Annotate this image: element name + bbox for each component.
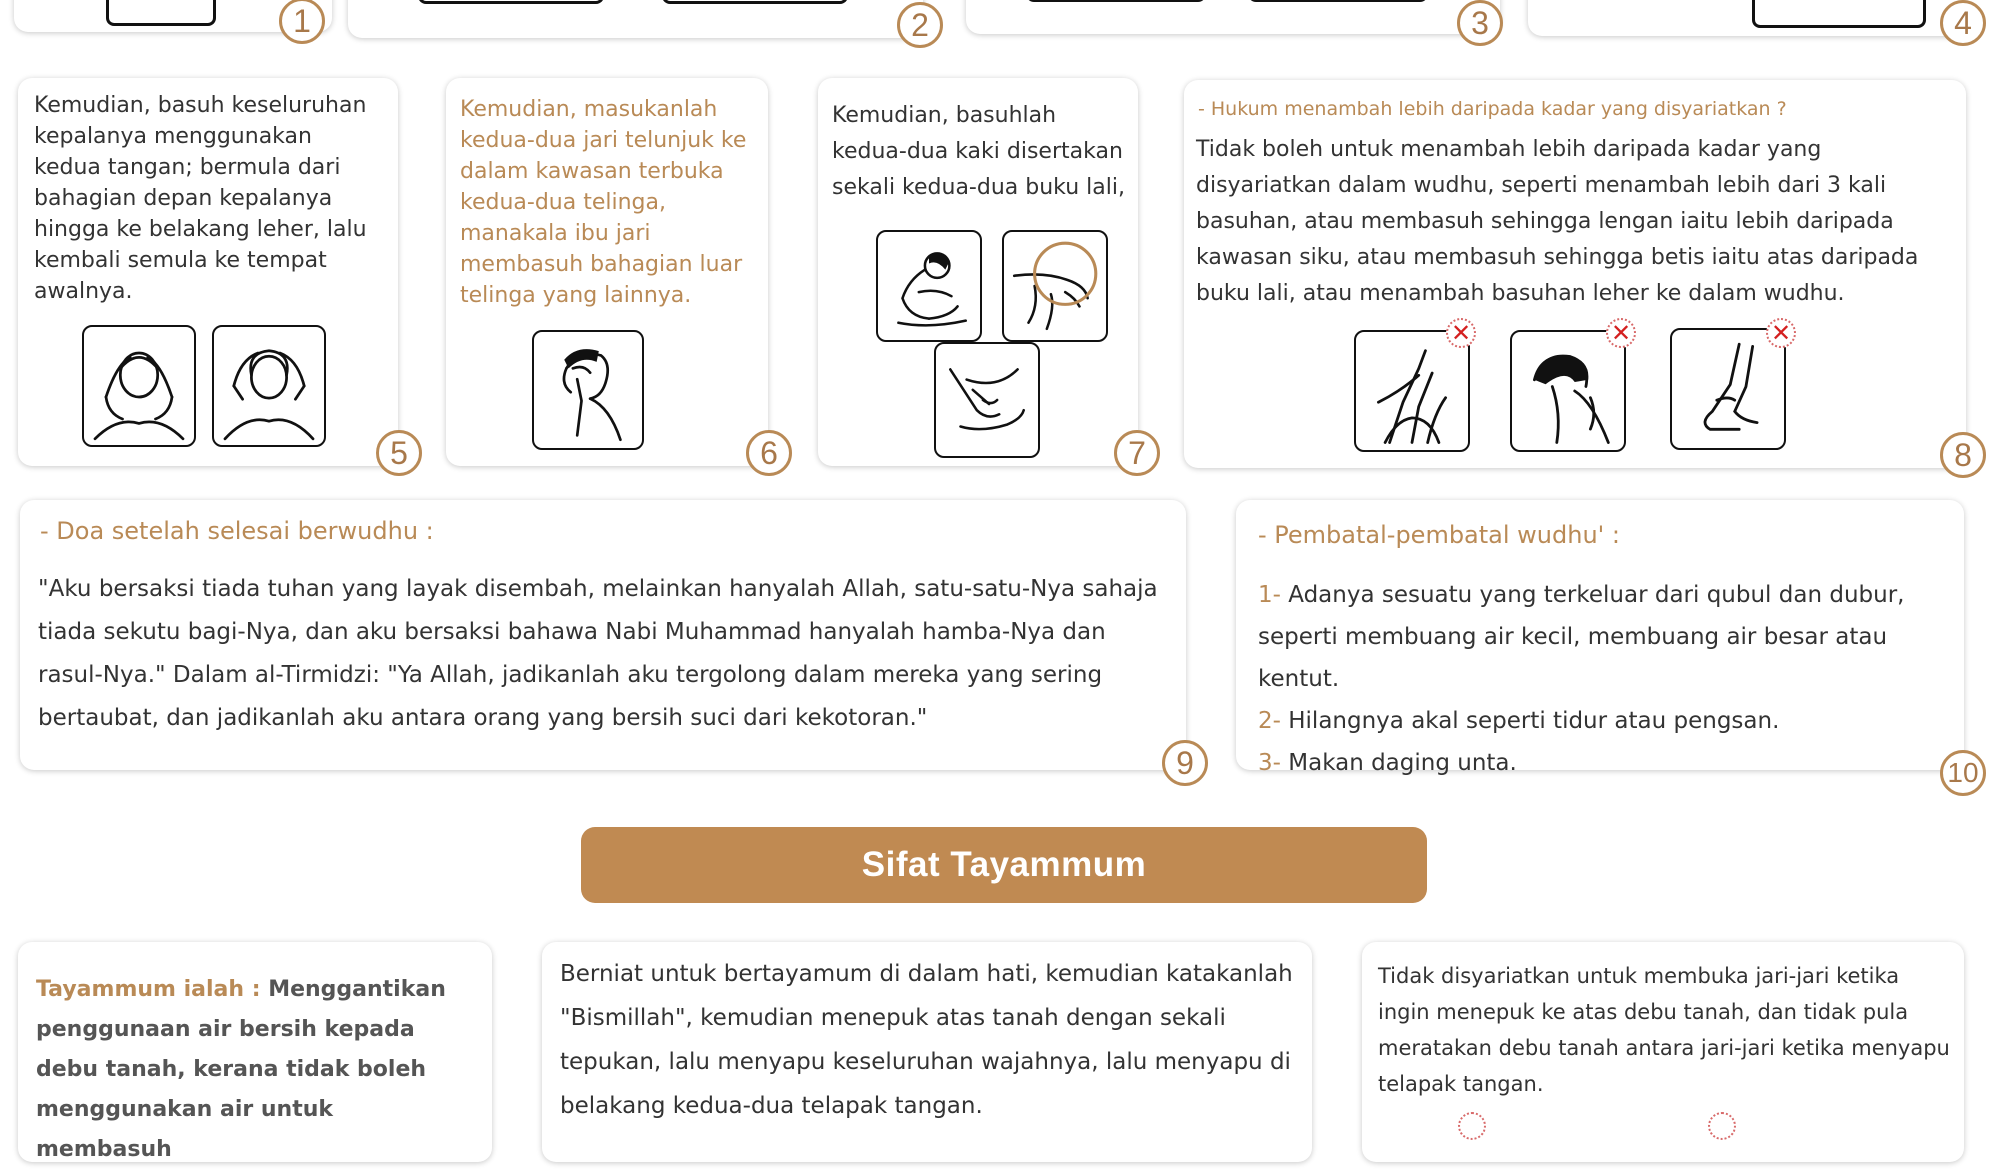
list-item-text: Makan daging unta. (1288, 750, 1517, 776)
step-number-5: 5 (376, 430, 422, 476)
tayammum-label: Tayammum ialah : (36, 977, 261, 1002)
step-number-2: 2 (897, 2, 943, 48)
arm-wash-icon (1354, 330, 1470, 452)
prohibited-x-icon: ✕ (1766, 318, 1796, 348)
prohibited-x-icon (1708, 1112, 1736, 1140)
neck-wash-icon (1510, 330, 1626, 452)
tayammum-definition-text: Menggantikan penggunaan air bersih kepada debu tanah, kerana tidak boleh menggunakan air untuk membasuh (36, 977, 446, 1162)
step-number-10: 10 (1940, 750, 1986, 796)
list-item-number: 1- (1258, 582, 1281, 608)
step-9-title: - Doa setelah selesai berwudhu : (40, 517, 434, 545)
section-heading: Sifat Tayammum (581, 827, 1427, 903)
foot-wash-icon (1002, 230, 1108, 342)
step-number-3: 3 (1457, 0, 1503, 46)
tayammum-definition-card (18, 942, 492, 1162)
illustration-frame-partial (662, 0, 848, 4)
foot-wash-icon (876, 230, 982, 342)
illustration-frame-partial (1026, 0, 1206, 2)
step-number-7: 7 (1114, 430, 1160, 476)
step-5-text: Kemudian, basuh keseluruhan kepalanya menggunakan kedua tangan; bermula dari bahagian depan kepalanya hingga ke belakang leher, lalu kembali semula ke tempat awalnya. (34, 93, 367, 304)
prohibited-x-icon: ✕ (1606, 318, 1636, 348)
step-8-text: Tidak boleh untuk menambah lebih daripada kadar yang disyariatkan dalam wudhu, seperti menambah lebih dari 3 kali basuhan, atau membasuh sehingga lengan iaitu lebih daripada kawasan siku, atau membasuh sehingga betis iaitu atas daripada buku lali, atau menambah basuhan leher ke dalam wudhu. (1196, 137, 1919, 306)
step-6-text: Kemudian, masukanlah kedua-dua jari telunjuk ke dalam kawasan terbuka kedua-dua telinga, manakala ibu jari membasuh bahagian luar telinga yang lainnya. (460, 97, 747, 308)
illustration-frame-partial (106, 0, 216, 26)
illustration-frame-partial (1752, 0, 1926, 28)
step-number-4: 4 (1940, 0, 1986, 46)
step-card-3 (966, 0, 1500, 34)
illustration-frame-partial (1248, 0, 1428, 2)
step-9-text: "Aku bersaksi tiada tuhan yang layak disembah, melainkan hanyalah Allah, satu-satu-Nya sahaja tiada sekutu bagi-Nya, dan aku bersaksi bahawa Nabi Muhammad hanyalah hamba-Nya dan rasul-Nya." Dalam al-Tirmidzi: "Ya Allah, jadikanlah aku tergolong dalam mereka yang sering bertaubat, dan jadikanlah aku antara orang yang bersih suci dari kekotoran." (38, 576, 1158, 731)
list-item-number: 3- (1258, 750, 1281, 776)
step-card-5 (18, 78, 398, 466)
tayammum-definition (36, 970, 476, 1170)
list-item (1258, 742, 1952, 784)
step-number-9: 9 (1162, 740, 1208, 786)
step-card-9 (20, 500, 1186, 770)
illustration-frame-partial (418, 0, 604, 4)
step-10-title: - Pembatal-pembatal wudhu' : (1258, 521, 1620, 549)
prohibited-x-icon (1458, 1112, 1486, 1140)
head-wash-icon (82, 325, 196, 447)
tayammum-steps-text: Berniat untuk bertayamum di dalam hati, kemudian katakanlah "Bismillah", kemudian menepuk atas tanah dengan sekali tepukan, lalu menyapu keseluruhan wajahnya, lalu menyapu di belakang kedua-dua telapak tangan. (560, 961, 1293, 1119)
prohibited-x-icon: ✕ (1446, 318, 1476, 348)
tayammum-note-card (1362, 942, 1964, 1162)
step-card-10 (1236, 500, 1964, 776)
tayammum-steps-card (542, 942, 1312, 1162)
foot-wash-icon (934, 342, 1040, 458)
list-item (1258, 574, 1952, 700)
step-number-1: 1 (279, 0, 325, 44)
head-wash-icon (212, 325, 326, 447)
tayammum-note-text: Tidak disyariatkan untuk membuka jari-jari ketika ingin menepuk ke atas debu tanah, dan tidak pula meratakan debu tanah antara jari-jari ketika menyapu telapak tangan. (1378, 964, 1950, 1096)
step-7-text: Kemudian, basuhlah kedua-dua kaki disertakan sekali kedua-dua buku lali, (832, 103, 1125, 200)
list-item (1258, 700, 1952, 742)
list-item-text: Adanya sesuatu yang terkeluar dari qubul dan dubur, seperti membuang air kecil, membuang air besar atau kentut. (1258, 582, 1905, 692)
step-number-6: 6 (746, 430, 792, 476)
ear-wash-icon (532, 330, 644, 450)
step-number-8: 8 (1940, 432, 1986, 478)
step-card-2 (348, 0, 923, 38)
leg-wash-icon (1670, 328, 1786, 450)
nullifiers-list (1258, 574, 1952, 784)
list-item-number: 2- (1258, 708, 1281, 734)
step-8-title: - Hukum menambah lebih daripada kadar yang disyariatkan ? (1198, 98, 1787, 120)
list-item-text: Hilangnya akal seperti tidur atau pengsan. (1288, 708, 1780, 734)
